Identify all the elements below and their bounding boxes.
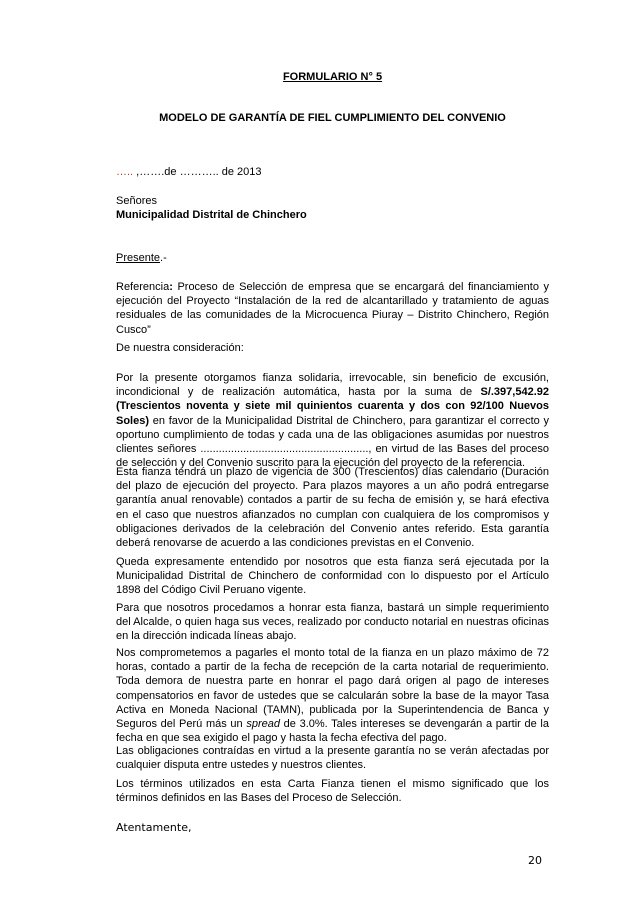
presente-suffix: .- xyxy=(160,252,167,264)
page-number: 20 xyxy=(528,854,542,867)
addressee-entity: Municipalidad Distrital de Chinchero xyxy=(116,209,307,222)
project-name: “Instalación de la red de alcantarillado y tratamiento de aguas residuales de las comunidades de la Microcuenca Piuray – Distrito Chinchero, Región Cusco” xyxy=(116,295,550,336)
date-line xyxy=(116,165,549,179)
p1-text-a: Por la presente otorgamos fianza solidaria, irrevocable, sin beneficio de excusión, incondicional y de realización automática, hasta por la suma de xyxy=(116,372,549,399)
paragraph-pago xyxy=(116,646,549,745)
referencia-label: Referencia xyxy=(116,281,170,293)
paragraph-obligaciones: Las obligaciones contraídas en virtud a la presente garantía no se verán afectadas por cualquier disputa entre ustedes y nuestros clientes. xyxy=(116,745,549,772)
p5-text-b: de 3.0%. Tales intereses se devengarán a partir de la fecha en que sea exigido el pago y hasta la fecha efectiva del pago. xyxy=(116,718,549,745)
spread-term: spread xyxy=(246,718,280,731)
paragraph-vigencia: Esta fianza tendrá un plazo de vigencia de 300 (Trescientos) días calendario (Duración del plazo de ejecución del proyecto. Para plazos mayores a un año podrá entregarse garantía anual renovable) contados a partir de su fecha de emisión y, se hará efectiva en el caso que nuestros afianzados no cumplan con cualquiera de los compromisos y obligaciones derivados de la celebración del Convenio antes referido. Esta garantía deberá renovarse de acuerdo a las condiciones previstas en el Convenio. xyxy=(116,466,549,550)
presente-word: Presente xyxy=(116,252,161,264)
paragraph-requerimiento: Para que nosotros procedamos a honrar esta fianza, bastará un simple requerimiento del Alcalde, o quien haga sus veces, realizado por conducto notarial en nuestras oficinas en la dirección indicada líneas abajo. xyxy=(116,602,549,643)
form-title: FORMULARIO N° 5 xyxy=(282,71,383,83)
salutation: Señores xyxy=(116,195,157,207)
addressee xyxy=(116,194,549,222)
referencia-text: Proceso de Selección de empresa que se encargará del financiamiento y ejecución del Proyecto xyxy=(116,281,549,308)
p5-text-a: Nos comprometemos a pagarles el monto total de la fianza en un plazo máximo de 72 horas, contado a partir de la fecha de recepción de la carta notarial de requerimiento. Toda demora de nuestra parte en honrar el pago dará origen al pago de intereses compensatorios en favor de ustedes que se calcularán sobre la base de la mayor Tasa Activa en Moneda Nacional (TAMN), publicada por la Superintendencia de Banca y Seguros del Perú más un xyxy=(116,647,549,731)
date-dots: ….. xyxy=(116,166,134,178)
paragraph-fianza xyxy=(116,371,549,470)
document-title: MODELO DE GARANTÍA DE FIEL CUMPLIMIENTO DEL CONVENIO xyxy=(159,112,506,124)
consideracion-line: De nuestra consideración: xyxy=(116,342,244,354)
closing: Atentamente, xyxy=(116,821,192,834)
paragraph-ejecucion: Queda expresamente entendido por nosotros que esta fianza será ejecutada por la Municipalidad Distrital de Chinchero de conformidad con lo dispuesto por el Artículo 1898 del Código Civil Peruano vigente. xyxy=(116,556,549,597)
p1-text-b: en favor de la Municipalidad Distrital de Chinchero, para garantizar el correcto y oportuno cumplimiento de todas y cada una de las obligaciones asumidas por nuestros clientes señores ......................................................., en virtud de las Bases del proceso de selección y del Convenio suscrito para la ejecución del proyecto de la referencia. xyxy=(116,414,549,470)
paragraph-terminos: Los términos utilizados en esta Carta Fianza tienen el mismo significado que los términos definidos en las Bases del Proceso de Selección. xyxy=(116,778,549,805)
referencia-colon: : xyxy=(169,281,173,293)
guarantee-amount: S/.397,542.92 (Trescientos noventa y siete mil quinientos cuarenta y dos con 92/100 Nuevos Soles) xyxy=(116,386,549,427)
presente-line xyxy=(116,251,549,265)
referencia-paragraph xyxy=(116,280,549,337)
date-text: ,…….de ……….. de 2013 xyxy=(133,166,262,178)
